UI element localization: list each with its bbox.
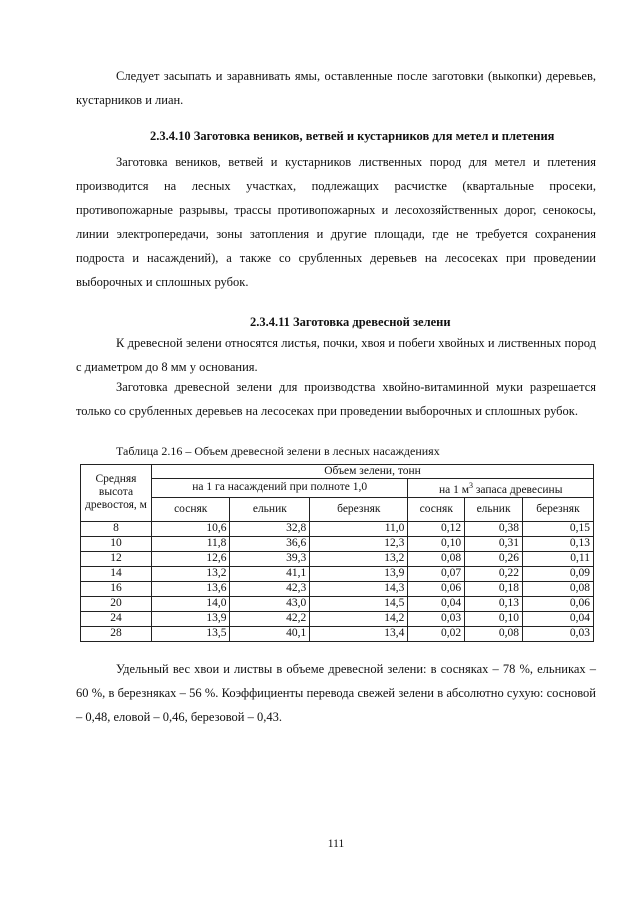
table-cell-value: 36,6 [230, 536, 310, 551]
table-cell-value: 42,3 [230, 581, 310, 596]
table-cell-value: 40,1 [230, 626, 310, 641]
greenery-volume-table [80, 464, 594, 642]
header-per-cubic-meter-sup: 3 [468, 481, 473, 490]
table-cell-value: 0,10 [408, 536, 465, 551]
table-cell-value: 0,06 [522, 596, 593, 611]
table-cell-value: 0,12 [408, 521, 465, 536]
table-cell-height: 8 [81, 521, 152, 536]
table-cell-value: 0,08 [465, 626, 523, 641]
table-cell-value: 14,5 [310, 596, 408, 611]
table-cell-value: 12,3 [310, 536, 408, 551]
col-header-spruce-ha: ельник [230, 497, 310, 521]
table-cell-value: 0,06 [408, 581, 465, 596]
table-cell-value: 13,5 [152, 626, 230, 641]
table-cell-value: 0,13 [522, 536, 593, 551]
table-cell-value: 0,04 [522, 611, 593, 626]
page-number: 111 [327, 838, 345, 850]
table-cell-value: 0,22 [465, 566, 523, 581]
table-row [81, 551, 594, 566]
table-cell-value: 0,18 [465, 581, 523, 596]
table-cell-value: 41,1 [230, 566, 310, 581]
paragraph-pit-filling: Следует засыпать и заравнивать ямы, оставленные после заготовки (выкопки) деревьев, кустарников и лиан. [76, 69, 596, 107]
section-heading-2-3-4-10: 2.3.4.10 Заготовка веников, ветвей и кустарников для метел и плетения [150, 129, 555, 143]
section-heading-2-3-4-11: 2.3.4.11 Заготовка древесной зелени [250, 315, 451, 329]
table-row [81, 611, 594, 626]
header-per-cubic-meter-a: на 1 м [438, 483, 469, 496]
col-header-spruce-m3: ельник [465, 497, 523, 521]
table-row [81, 536, 594, 551]
table-cell-value: 0,08 [408, 551, 465, 566]
table-cell-value: 0,15 [522, 521, 593, 536]
table-cell-height: 16 [81, 581, 152, 596]
table-row [81, 596, 594, 611]
col-header-birch-ha: березняк [310, 497, 408, 521]
table-cell-value: 10,6 [152, 521, 230, 536]
table-row [81, 566, 594, 581]
table-caption: Таблица 2.16 – Объем древесной зелени в лесных насаждениях [116, 444, 440, 458]
table-row [81, 626, 594, 641]
paragraph-needle-share: Удельный вес хвои и листвы в объеме древесной зелени: в сосняках – 78 %, ельниках – 60 %, в березняках – 56 %. Коэффициенты перевода свежей зелени в абсолютно сухую: сосновой – 0,48, еловой – 0,46, березовой – 0,43. [76, 662, 596, 724]
table-cell-value: 11,0 [310, 521, 408, 536]
table-cell-height: 24 [81, 611, 152, 626]
header-stand-height: Средняя высота древостоя, м [81, 465, 152, 522]
table-cell-height: 20 [81, 596, 152, 611]
table-cell-value: 0,26 [465, 551, 523, 566]
table-cell-value: 0,02 [408, 626, 465, 641]
table-row [81, 521, 594, 536]
table-cell-value: 0,10 [465, 611, 523, 626]
table-cell-value: 13,4 [310, 626, 408, 641]
table-cell-value: 0,08 [522, 581, 593, 596]
table-cell-height: 28 [81, 626, 152, 641]
table-cell-value: 0,13 [465, 596, 523, 611]
header-per-hectare: на 1 га насаждений при полноте 1,0 [152, 479, 408, 498]
table-cell-value: 0,11 [522, 551, 593, 566]
col-header-birch-m3: березняк [522, 497, 593, 521]
table-cell-value: 0,38 [465, 521, 523, 536]
col-header-pine-ha: сосняк [152, 497, 230, 521]
table-cell-value: 13,9 [152, 611, 230, 626]
paragraph-brooms-harvesting: Заготовка веников, ветвей и кустарников лиственных пород для метел и плетения производится на лесных участках, подлежащих расчистке (квартальные просеки, противопожарные разрывы, трассы противопожарных и лесохозяйственных дорог, сенокосы, линии электропередачи, зоны затопления и другие площади, где не требуется сохранения подроста и насаждений), а также со срубленных деревьев на лесосеках при проведении выборочных и сплошных рубок. [76, 155, 596, 289]
table-body [81, 521, 594, 641]
table-cell-value: 0,03 [522, 626, 593, 641]
table-cell-value: 14,0 [152, 596, 230, 611]
table-cell-value: 32,8 [230, 521, 310, 536]
table-cell-value: 0,07 [408, 566, 465, 581]
table-cell-value: 0,09 [522, 566, 593, 581]
col-header-pine-m3: сосняк [408, 497, 465, 521]
table-cell-value: 13,9 [310, 566, 408, 581]
table-cell-value: 0,31 [465, 536, 523, 551]
table-cell-height: 10 [81, 536, 152, 551]
table-cell-value: 0,04 [408, 596, 465, 611]
table-cell-value: 13,2 [310, 551, 408, 566]
table-row [81, 581, 594, 596]
paragraph-greenery-harvesting: Заготовка древесной зелени для производства хвойно-витаминной муки разрешается только со срубленных деревьев на лесосеках при проведении выборочных и сплошных рубок. [76, 380, 596, 418]
table-cell-height: 14 [81, 566, 152, 581]
table-cell-value: 0,03 [408, 611, 465, 626]
table-cell-value: 12,6 [152, 551, 230, 566]
table-cell-value: 13,2 [152, 566, 230, 581]
header-per-cubic-meter-b: запаса древесины [472, 483, 563, 496]
header-per-cubic-meter [408, 479, 594, 498]
table-cell-value: 11,8 [152, 536, 230, 551]
table-cell-value: 43,0 [230, 596, 310, 611]
table-cell-value: 13,6 [152, 581, 230, 596]
table-cell-value: 14,2 [310, 611, 408, 626]
table-cell-value: 39,3 [230, 551, 310, 566]
paragraph-greenery-definition: К древесной зелени относятся листья, почки, хвоя и побеги хвойных и лиственных пород с диаметром до 8 мм у основания. [76, 336, 596, 374]
header-volume: Объем зелени, тонн [152, 465, 594, 479]
table-cell-height: 12 [81, 551, 152, 566]
table-cell-value: 42,2 [230, 611, 310, 626]
table-cell-value: 14,3 [310, 581, 408, 596]
